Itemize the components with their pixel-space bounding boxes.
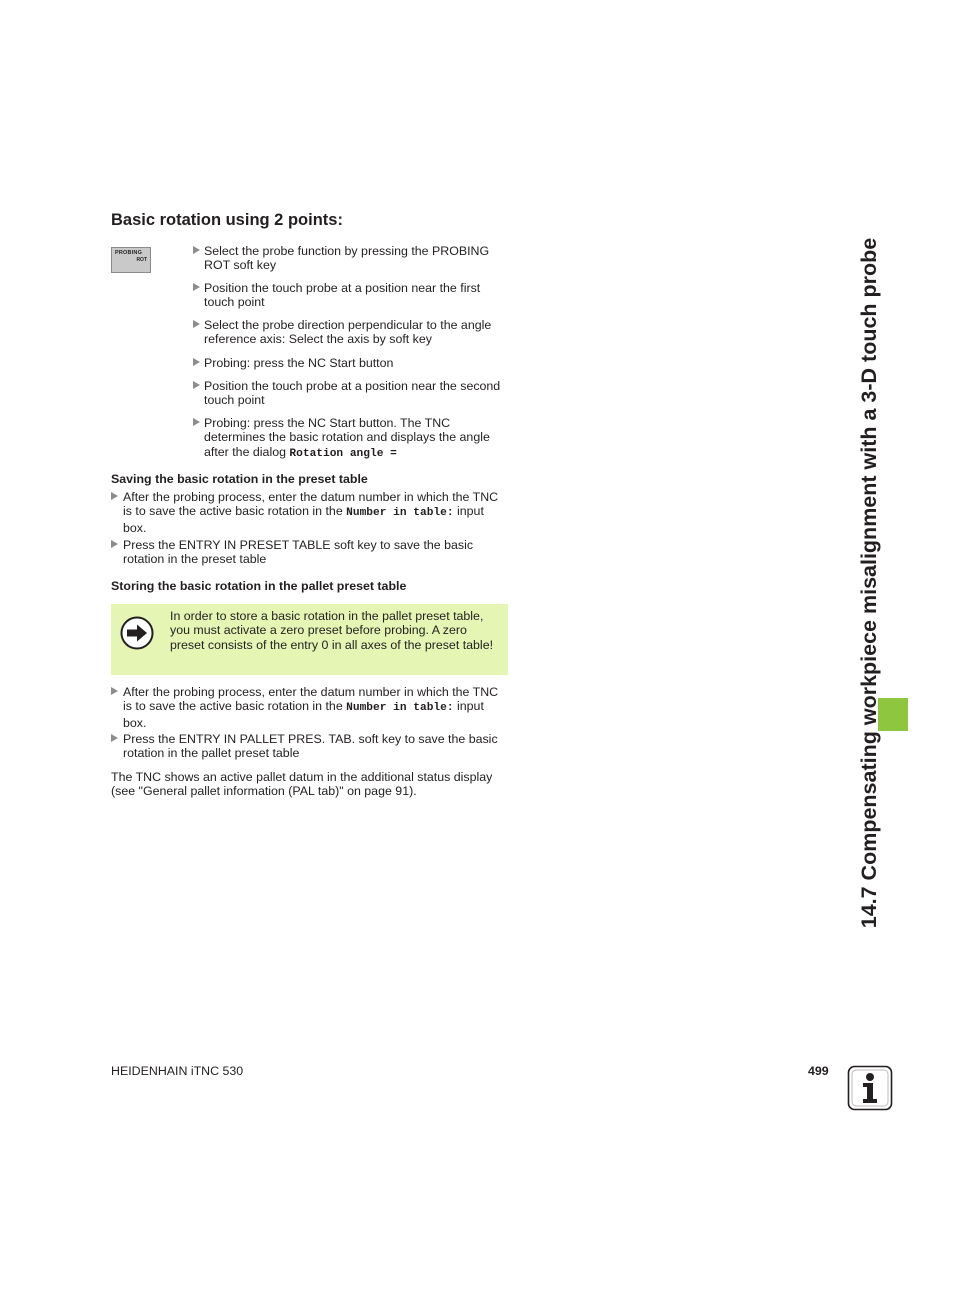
list-item — [111, 732, 506, 761]
step-item — [193, 356, 513, 370]
arrow-bullet-icon — [193, 283, 200, 291]
list-item-text — [111, 685, 506, 730]
dialog-code: Rotation angle = — [289, 447, 397, 460]
arrow-bullet-icon — [193, 381, 200, 389]
arrow-bullet-icon — [193, 320, 200, 328]
step-item — [193, 318, 513, 347]
info-icon — [847, 1065, 893, 1111]
note-text: In order to store a basic rotation in the pallet preset table, you must activate a zero preset before probing. A zero preset consists of the entry 0 in all axes of the preset table! — [170, 609, 494, 652]
step-item — [193, 379, 513, 408]
section-heading: Basic rotation using 2 points: — [111, 211, 343, 229]
step-text-part: Probing: press the NC Start button. The TNC determines the basic rotation and displays the angle after the dialog — [204, 416, 490, 459]
arrow-bullet-icon — [111, 687, 118, 695]
arrow-bullet-icon — [193, 418, 200, 426]
step-item — [193, 244, 513, 273]
text-part: After the probing process, enter the datum number in which the TNC is to save the active basic rotation in the — [123, 685, 499, 714]
arrow-bullet-icon — [193, 246, 200, 254]
list-item-text: Press the ENTRY IN PRESET TABLE soft key to save the basic rotation in the preset table — [123, 538, 474, 567]
arrow-bullet-icon — [111, 540, 118, 548]
step-text: Position the touch probe at a position near the first touch point — [204, 281, 481, 310]
input-box-code: Number in table: — [346, 507, 454, 520]
note-box — [111, 604, 508, 675]
step-item — [193, 281, 513, 310]
probing-rot-softkey-icon — [111, 247, 151, 273]
list-item — [111, 538, 506, 567]
text-part: input box. — [123, 504, 484, 535]
step-text — [193, 416, 513, 461]
softkey-label-line2: ROT — [136, 257, 147, 263]
list-item — [111, 490, 506, 535]
footer-product-name: HEIDENHAIN iTNC 530 — [111, 1064, 244, 1078]
text-part: input box. — [123, 699, 484, 730]
softkey-label-line1: PROBING — [115, 250, 143, 256]
saving-heading: Saving the basic rotation in the preset table — [111, 472, 368, 486]
text-part: After the probing process, enter the datum number in which the TNC is to save the active basic rotation in the — [123, 490, 499, 519]
page-number: 499 — [808, 1064, 829, 1078]
list-item-text: Press the ENTRY IN PALLET PRES. TAB. soft key to save the basic rotation in the pallet preset table — [123, 732, 498, 761]
arrow-bullet-icon — [111, 492, 118, 500]
list-item-text — [111, 490, 506, 535]
step-text: Select the probe function by pressing the PROBING ROT soft key — [204, 244, 490, 273]
sidebar-section-title: 14.7 Compensating workpiece misalignment with a 3-D touch probe — [857, 237, 881, 929]
input-box-code: Number in table: — [346, 702, 454, 715]
step-item — [193, 416, 513, 461]
step-text: Position the touch probe at a position near the second touch point — [204, 379, 501, 408]
arrow-bullet-icon — [111, 734, 118, 742]
arrow-bullet-icon — [193, 358, 200, 366]
list-item — [111, 685, 506, 730]
arrow-right-note-icon — [120, 616, 154, 650]
storing-heading: Storing the basic rotation in the pallet preset table — [111, 579, 407, 593]
closing-paragraph: The TNC shows an active pallet datum in the additional status display (see "General pallet information (PAL tab)" on page 91). — [111, 770, 493, 799]
step-text: Select the probe direction perpendicular to the angle reference axis: Select the axis by soft key — [204, 318, 492, 347]
step-text: Probing: press the NC Start button — [204, 356, 394, 370]
